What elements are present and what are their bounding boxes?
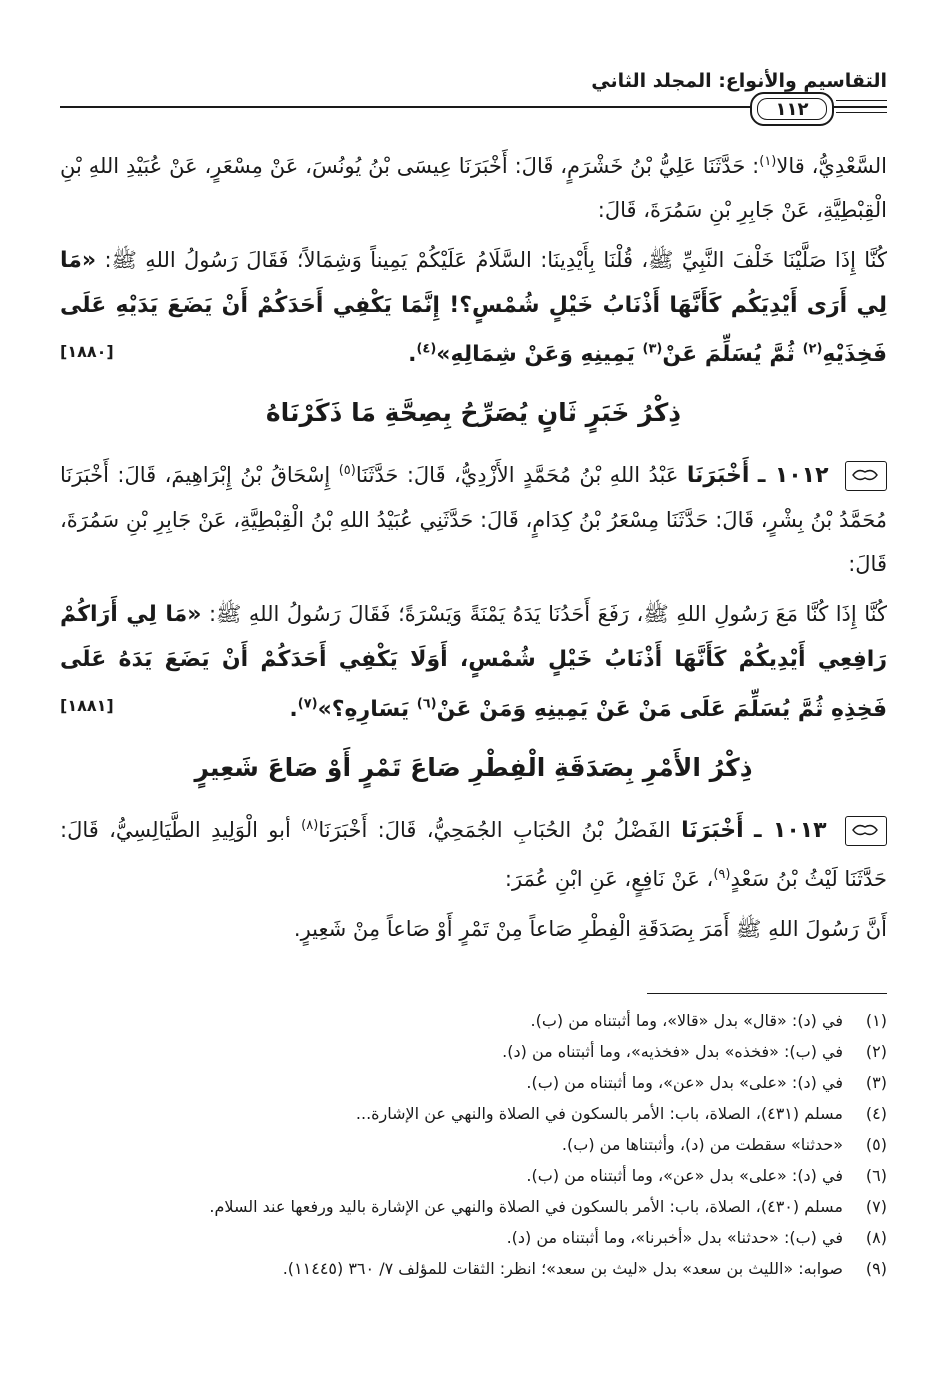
hadith-marker-icon	[845, 461, 887, 491]
footnote: (٣) في (د): «على» بدل «عن»، وما أثبتناه من (ب).	[526, 1073, 887, 1092]
page-number: ١١٢	[775, 98, 809, 120]
footnote: (٩) صوابه: «الليث بن سعد» بدل «ليث بن سعد»؛ انظر: الثقات للمؤلف ٧/ ٣٦٠ (١١٤٤٥).	[282, 1259, 887, 1278]
hadith-number-1881: [١٨٨١]	[60, 696, 114, 716]
footnote: (٢) في (ب): «فخذه» بدل «فخذيه»، وما أثبتناه من (د).	[502, 1042, 887, 1061]
running-title: التقاسيم والأنواع: المجلد الثاني	[591, 70, 887, 92]
hadith-number-1880: [١٨٨٠]	[60, 342, 114, 361]
hadith-number-1012: ١٠١٢ ـ	[757, 463, 829, 489]
opening-akhbarana-2: أَخْبَرَنَا	[686, 463, 750, 489]
matn-1-prophetic: «مَا لِي أَرَى أَيْدِيَكُم كَأَنَّهَا أَذْنَابُ خَيْلٍ شُمْسٍ؟! إِنَّمَا يَكْفِي أَحَدَكُمْ أَنْ يَضَعَ يَدَيْهِ عَلَى فَخِذَيْهِ$^{(٢)}$ ثُمَّ يُسَلِّمَ عَنْ$^{(٣)}$ يَمِينِهِ وَعَنْ شِمَالِهِ»$^{(٤)}$.	[60, 248, 887, 368]
matn-1	[60, 238, 887, 377]
hadith-marker-icon	[845, 816, 887, 846]
chapter-heading-2: ذِكْرُ الأَمْرِ بِصَدَقَةِ الْفِطْرِ صَاعَ تَمْرٍ أَوْ صَاعَ شَعِيرٍ	[194, 752, 753, 782]
isnad-2-text: عَبْدُ اللهِ بْنُ مُحَمَّدٍ الأَزْدِيُّ، قَالَ: حَدَّثَنَا$^{(٥)}$ إِسْحَاقُ بْنُ إِبْرَاهِيمَ، قَالَ: أَخْبَرَنَا مُحَمَّدُ بْنُ بِشْرٍ، قَالَ: حَدَّثَنَا مِسْعَرُ بْنُ كِدَامٍ، قَالَ: حَدَّثَنِي عُبَيْدُ اللهِ بْنُ الْقِبْطِيَّةِ، عَنْ جَابِرِ بْنِ سَمُرَةَ، قَالَ:	[60, 463, 887, 577]
footnotes	[60, 1005, 887, 1284]
matn-1-plain: كُنَّا إِذَا صَلَّيْنَا خَلْفَ النَّبِيِّ ﷺ، قُلْنَا بِأَيْدِينَا: السَّلَامُ عَلَيْكُمْ يَمِيناً وَشِمَالاً؛ فَقَالَ رَسُولُ اللهِ ﷺ:	[104, 248, 887, 272]
footnote: (٨) في (ب): «حدثنا» بدل «أخبرنا»، وما أثبتناه من (د).	[506, 1228, 887, 1247]
isnad-3-text: الفَضْلُ بْنُ الحُبَابِ الجُمَحِيُّ، قَالَ: أَخْبَرَنَا$^{(٨)}$ أبو الْوَلِيدِ الطَّيَالِسِيُّ، قَالَ: حَدَّثَنَا لَيْثُ بْنُ سَعْدٍ$^{(٩)}$، عَنْ نَافِعٍ، عَنِ ابْنِ عُمَرَ:	[60, 817, 887, 891]
matn-2-plain: كُنَّا إِذَا كُنَّا مَعَ رَسُولِ اللهِ ﷺ، رَفَعَ أَحَدُنَا يَدَهُ يَمْنَةً وَيَسْرَةً؛ فَقَالَ رَسُولُ اللهِ ﷺ:	[208, 602, 887, 627]
header-rule-right-bottom	[836, 112, 887, 113]
matn-2	[60, 592, 887, 731]
matn-2-prophetic: «مَا لِي أَرَاكُمْ رَافِعِي أَيْدِيكُمْ كَأَنَّهَا أَذْنَابُ خَيْلٍ شُمْسٍ، أَوَلَا يَكْفِي أَحَدَكُمْ أَنْ يَضَعَ يَدَهُ عَلَى فَخِذِهِ ثُمَّ يُسَلِّمَ عَلَى مَنْ عَنْ يَمِينِهِ وَمَنْ عَنْ$^{(٦)}$ يَسَارِهِ؟»$^{(٧)}$.	[60, 602, 887, 722]
footnote-rule	[647, 993, 887, 994]
header-rule-right-top	[836, 100, 887, 101]
isnad-1: السَّعْدِيُّ، قالا$^{(١)}$: حَدَّثَنَا عَلِيُّ بْنُ خَشْرَمٍ، قَالَ: أَخْبَرَنَا عِيسَى بْنُ يُونُسَ، عَنْ مِسْعَرٍ، عَنْ عُبَيْدِ اللهِ بْنِ الْقِبْطِيَّةِ، عَنْ جَابِرِ بْنِ سَمُرَةَ، قَالَ:	[60, 154, 887, 222]
matn-3: أَنَّ رَسُولَ اللهِ ﷺ أَمَرَ بِصَدَقَةِ الْفِطْرِ صَاعاً مِنْ تَمْرٍ أَوْ صَاعاً مِنْ شَعِيرٍ.	[293, 916, 887, 941]
footnote: (٦) في (د): «على» بدل «عن»، وما أثبتناه من (ب).	[526, 1166, 887, 1185]
opening-akhbarana-3: أَخْبَرَنَا	[681, 817, 744, 843]
main-text	[60, 140, 887, 951]
isnad-3	[60, 804, 887, 901]
footnote: (٥) «حدثنا» سقطت من (د)، وأثبتناها من (ب).	[561, 1135, 887, 1154]
page-number-badge	[750, 92, 834, 126]
footnote: (٤) مسلم (٤٣١)، الصلاة، باب: الأمر بالسكون في الصلاة والنهي عن الإشارة...	[355, 1104, 887, 1123]
footnote: (٧) مسلم (٤٣٠)، الصلاة، باب: الأمر بالسكون في الصلاة والنهي عن الإشارة باليد ورفعها عند السلام.	[209, 1197, 887, 1216]
hadith-number-1013: ١٠١٣ ـ	[754, 817, 827, 843]
isnad-2	[60, 449, 887, 586]
footnote: (١) في (د): «قال» بدل «قالا»، وما أثبتناه من (ب).	[530, 1011, 887, 1030]
chapter-heading-1: ذِكْرُ خَبَرٍ ثَانٍ يُصَرِّحُ بِصِحَّةِ مَا ذَكَرْنَاهُ	[265, 398, 682, 428]
